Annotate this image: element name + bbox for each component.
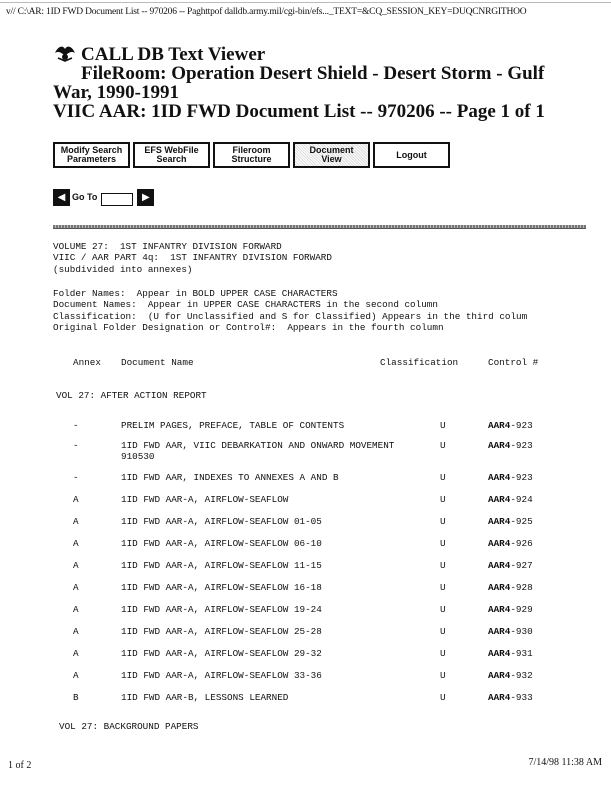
classification-cell: U [440, 538, 446, 549]
first-page-icon[interactable]: ◀ [53, 189, 70, 206]
divider [53, 225, 586, 229]
classification-cell: U [440, 692, 446, 703]
control-number-cell: AAR4-930 [488, 626, 533, 637]
modify-search-button[interactable]: Modify Search Parameters [53, 142, 130, 168]
control-number-cell: AAR4-933 [488, 692, 533, 703]
classification-cell: U [440, 648, 446, 659]
classification-cell: U [440, 494, 446, 505]
classification-cell: U [440, 420, 446, 431]
table-row[interactable] [0, 626, 611, 638]
control-number-cell: AAR4-927 [488, 560, 533, 571]
table-row[interactable] [0, 648, 611, 660]
document-name-cell: 1ID FWD AAR, INDEXES TO ANNEXES A AND B [121, 472, 339, 483]
section-title: VOL 27: BACKGROUND PAPERS [59, 721, 199, 732]
annex-cell: A [73, 670, 79, 681]
annex-cell: A [73, 560, 79, 571]
classification-cell: U [440, 516, 446, 527]
control-number-cell: AAR4-926 [488, 538, 533, 549]
table-row[interactable] [0, 604, 611, 616]
document-name-cell: 1ID FWD AAR, VIIC DEBARKATION AND ONWARD MOVEMENT 910530 [121, 440, 395, 463]
section-title: VOL 27: AFTER ACTION REPORT [56, 390, 207, 401]
column-header-classification: Classification [380, 357, 459, 368]
control-number-cell: AAR4-925 [488, 516, 533, 527]
document-name-cell: 1ID FWD AAR-A, AIRFLOW-SEAFLOW 25-28 [121, 626, 322, 637]
document-name-cell: 1ID FWD AAR-A, AIRFLOW-SEAFLOW 01-05 [121, 516, 322, 527]
fileroom-title-cont: War, 1990-1991 [53, 82, 179, 103]
control-number-cell: AAR4-928 [488, 582, 533, 593]
classification-cell: U [440, 626, 446, 637]
legend-info: Folder Names: Appear in BOLD UPPER CASE CHARACTERS Document Names: Appear in UPPER CASE CHARACTERS in the second column Classification: (U for Unclassified and S for Classified) Appears in the third colum Original Folder Designation or Control#: Appears in the fourth column [53, 288, 528, 333]
page-count: 1 of 2 [8, 760, 32, 771]
table-row[interactable] [0, 670, 611, 682]
efs-webfile-search-button[interactable]: EFS WebFile Search [133, 142, 210, 168]
document-name-cell: 1ID FWD AAR-A, AIRFLOW-SEAFLOW 16-18 [121, 582, 322, 593]
annex-cell: - [73, 440, 79, 451]
classification-cell: U [440, 472, 446, 483]
document-name-cell: PRELIM PAGES, PREFACE, TABLE OF CONTENTS [121, 420, 345, 431]
control-number-cell: AAR4-924 [488, 494, 533, 505]
classification-cell: U [440, 582, 446, 593]
volume-info: VOLUME 27: 1ST INFANTRY DIVISION FORWARD VIIC / AAR PART 4q: 1ST INFANTRY DIVISION FORWARD (subdivided into annexes) [53, 241, 332, 275]
control-number-cell: AAR4-929 [488, 604, 533, 615]
print-header: v// C:\AR: 1ID FWD Document List -- 970206 -- Paghttpof dalldb.army.mil/cgi-bin/efs..._TEXT=&CQ_SESSION_KEY=DUQCNRGITHOO [6, 7, 527, 17]
annex-cell: - [73, 472, 79, 483]
table-row[interactable] [0, 582, 611, 594]
next-page-icon[interactable]: ▶ [137, 189, 154, 206]
document-name-cell: 1ID FWD AAR-A, AIRFLOW-SEAFLOW 29-32 [121, 648, 322, 659]
column-header-annex: Annex [73, 357, 101, 368]
control-number-cell: AAR4-923 [488, 420, 533, 431]
classification-cell: U [440, 560, 446, 571]
document-name-cell: 1ID FWD AAR-A, AIRFLOW-SEAFLOW [121, 494, 289, 505]
classification-cell: U [440, 440, 446, 451]
table-row[interactable] [0, 692, 611, 704]
document-name-cell: 1ID FWD AAR-A, AIRFLOW-SEAFLOW 19-24 [121, 604, 322, 615]
logout-button[interactable]: Logout [373, 142, 450, 168]
goto-label: Go To [72, 192, 98, 202]
page-title [53, 44, 573, 121]
table-row[interactable] [0, 538, 611, 550]
fileroom-title: FileRoom: Operation Desert Shield - Desert Storm - Gulf [81, 63, 545, 84]
table-row[interactable] [0, 560, 611, 572]
fileroom-structure-button[interactable]: Fileroom Structure [213, 142, 290, 168]
goto-bar [53, 188, 154, 206]
table-row[interactable] [0, 440, 611, 463]
annex-cell: A [73, 582, 79, 593]
annex-cell: - [73, 420, 79, 431]
control-number-cell: AAR4-931 [488, 648, 533, 659]
annex-cell: A [73, 538, 79, 549]
table-row[interactable] [0, 494, 611, 506]
control-number-cell: AAR4-923 [488, 472, 533, 483]
annex-cell: A [73, 648, 79, 659]
document-name-cell: 1ID FWD AAR-A, AIRFLOW-SEAFLOW 11-15 [121, 560, 322, 571]
document-name-cell: 1ID FWD AAR-A, AIRFLOW-SEAFLOW 06-10 [121, 538, 322, 549]
annex-cell: A [73, 626, 79, 637]
top-rule [0, 2, 611, 3]
document-list-title: VIIC AAR: 1ID FWD Document List -- 970206 -- Page 1 of 1 [53, 101, 545, 122]
annex-cell: A [73, 604, 79, 615]
goto-page-input[interactable] [101, 193, 133, 206]
control-number-cell: AAR4-932 [488, 670, 533, 681]
control-number-cell: AAR4-923 [488, 440, 533, 451]
document-view-button[interactable]: Document View [293, 142, 370, 168]
annex-cell: A [73, 494, 79, 505]
annex-cell: A [73, 516, 79, 527]
viewer-title: CALL DB Text Viewer [53, 44, 573, 64]
print-timestamp: 7/14/98 11:38 AM [528, 757, 602, 768]
document-name-cell: 1ID FWD AAR-B, LESSONS LEARNED [121, 692, 289, 703]
call-logo-icon [53, 44, 77, 62]
document-name-cell: 1ID FWD AAR-A, AIRFLOW-SEAFLOW 33-36 [121, 670, 322, 681]
column-header-control: Control # [488, 357, 539, 368]
table-row[interactable] [0, 472, 611, 484]
table-row[interactable] [0, 420, 611, 432]
table-row[interactable] [0, 516, 611, 528]
classification-cell: U [440, 604, 446, 615]
annex-cell: B [73, 692, 79, 703]
classification-cell: U [440, 670, 446, 681]
nav-buttons [53, 142, 450, 168]
column-header-document: Document Name [121, 357, 194, 368]
